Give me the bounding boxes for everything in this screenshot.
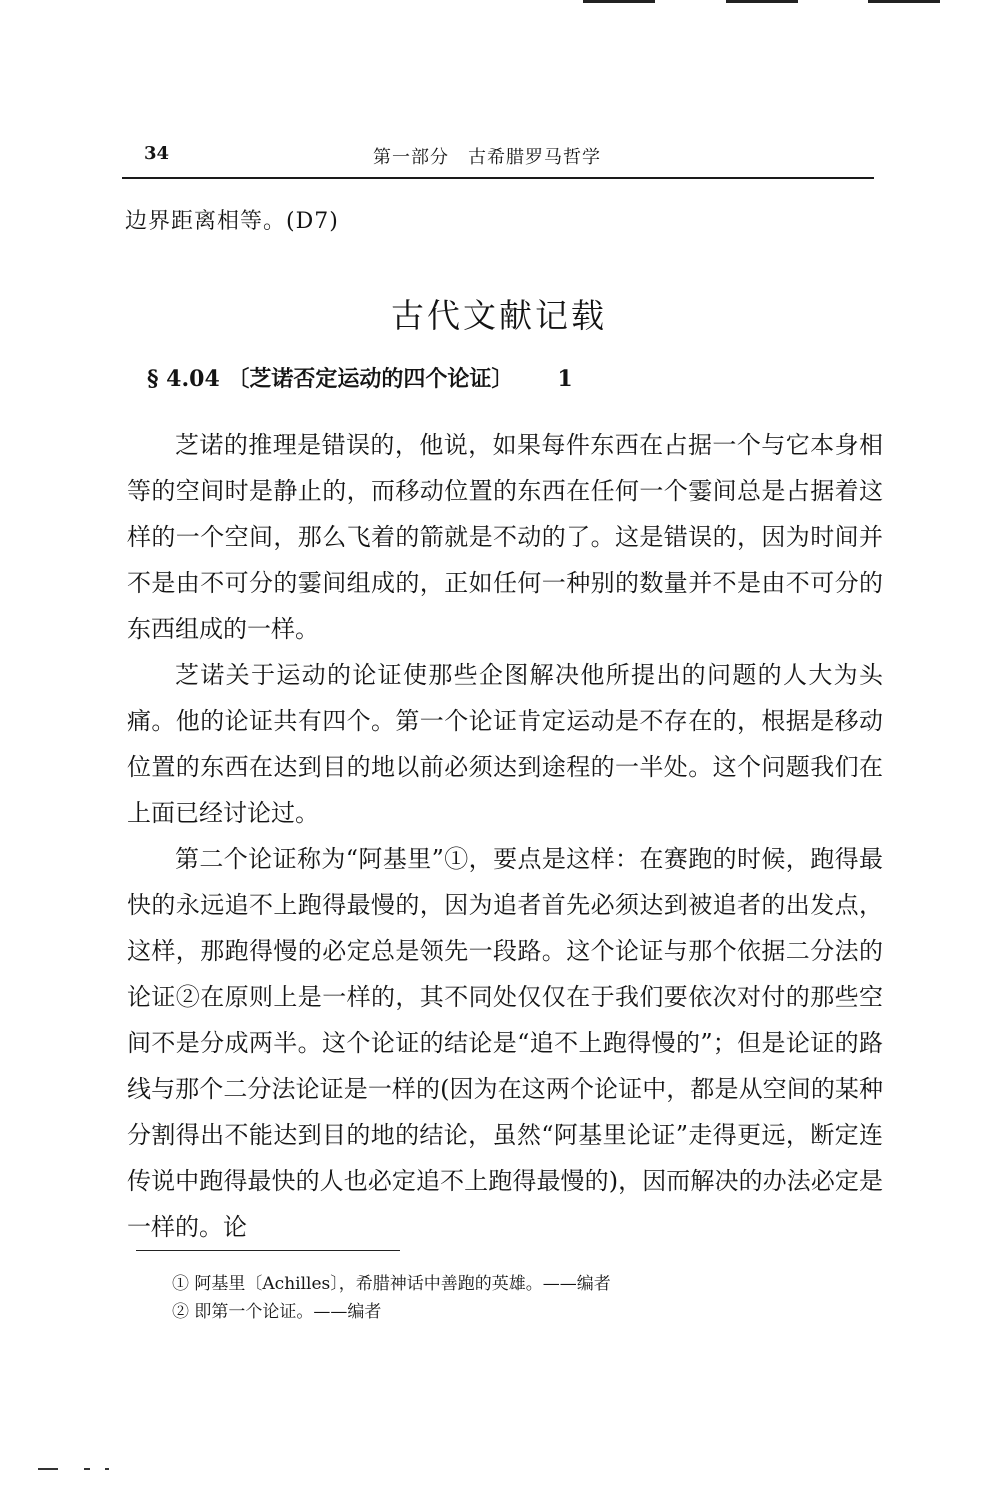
- scan-speck: [105, 1468, 109, 1470]
- scan-speck: [84, 1468, 90, 1470]
- section-heading: 古代文献记载: [391, 296, 607, 335]
- fragment-title: § 4.04 〔芝诺否定运动的四个论证〕: [147, 366, 514, 392]
- header-rule: [122, 177, 874, 179]
- fragment-number: 1: [557, 366, 573, 392]
- continuation-line: 边界距离相等。(D7): [125, 209, 339, 234]
- paragraph: 芝诺关于运动的论证使那些企图解决他所提出的问题的人大为头痛。他的论证共有四个。第一个论证肯定运动是不存在的，根据是移动位置的东西在达到目的地以前必须达到途程的一半处。这个问题我们在上面已经讨论过。: [127, 661, 883, 827]
- body-text: [127, 422, 883, 1250]
- scan-edge-mark: [868, 0, 940, 3]
- footnote: ① 阿基里〔Achilles〕，希腊神话中善跑的英雄。——编者: [172, 1274, 611, 1294]
- page-number: 34: [144, 143, 170, 164]
- running-title: 第一部分 古希腊罗马哲学: [373, 147, 601, 168]
- footnote: ② 即第一个论证。——编者: [172, 1302, 382, 1322]
- scan-speck: [38, 1468, 58, 1470]
- page-header: [125, 143, 873, 173]
- footnotes: [172, 1270, 611, 1326]
- footnote-rule: [136, 1250, 400, 1251]
- paragraph: 第二个论证称为“阿基里”①，要点是这样：在赛跑的时候，跑得最快的永远追不上跑得最慢的，因为追者首先必须达到被追者的出发点，这样，那跑得慢的必定总是领先一段路。这个论证与那个依据二分法的论证②在原则上是一样的，其不同处仅仅在于我们要依次对付的那些空间不是分成两半。这个论证的结论是“追不上跑得慢的”；但是论证的路线与那个二分法论证是一样的(因为在这两个论证中，都是从空间的某种分割得出不能达到目的地的结论，虽然“阿基里论证”走得更远，断定连传说中跑得最快的人也必定追不上跑得最慢的)，因而解决的办法必定是一样的。论: [127, 845, 883, 1241]
- scan-edge-mark: [583, 0, 655, 3]
- paragraph: 芝诺的推理是错误的，他说，如果每件东西在占据一个与它本身相等的空间时是静止的，而移动位置的东西在任何一个霎间总是占据着这样的一个空间，那么飞着的箭就是不动的了。这是错误的，因为时间并不是由不可分的霎间组成的，正如任何一种别的数量并不是由不可分的东西组成的一样。: [127, 431, 883, 643]
- scan-edge-mark: [726, 0, 798, 3]
- fragment-reference: [147, 362, 573, 393]
